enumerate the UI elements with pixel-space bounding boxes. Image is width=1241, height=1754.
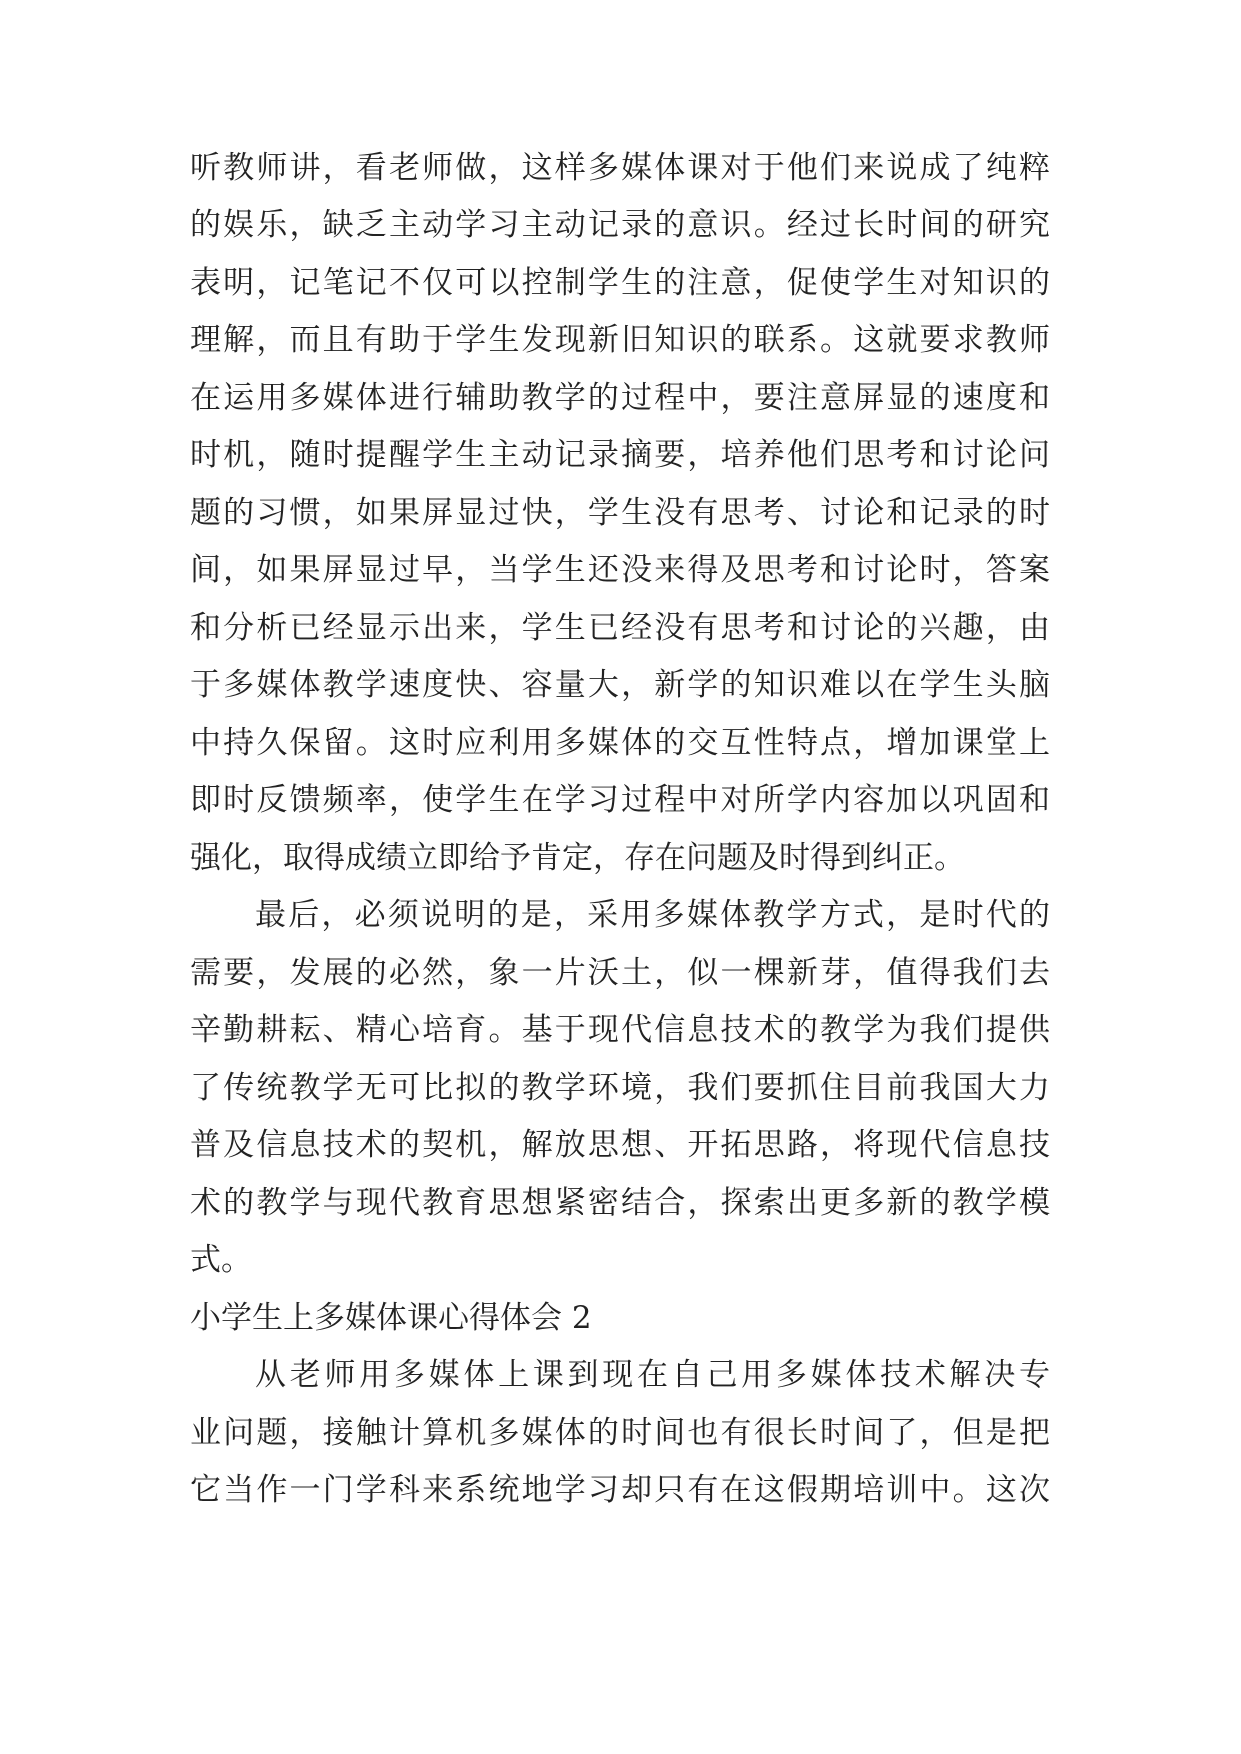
text-line: 需要，发展的必然，象一片沃土，似一棵新芽，值得我们去 bbox=[190, 955, 1050, 991]
paragraph-first-line: 从老师用多媒体上课到现在自己用多媒体技术解决专 bbox=[255, 1357, 1050, 1393]
text-line: 术的教学与现代教育思想紧密结合，探索出更多新的教学模 bbox=[190, 1185, 1050, 1221]
text-line: 了传统教学无可比拟的教学环境，我们要抓住目前我国大力 bbox=[190, 1070, 1050, 1106]
text-line: 在运用多媒体进行辅助教学的过程中，要注意屏显的速度和 bbox=[190, 380, 1050, 416]
text-line: 业问题，接触计算机多媒体的时间也有很长时间了，但是把 bbox=[190, 1415, 1050, 1451]
text-line: 强化，取得成绩立即给予肯定，存在问题及时得到纠正。 bbox=[190, 840, 965, 876]
text-line: 普及信息技术的契机，解放思想、开拓思路，将现代信息技 bbox=[190, 1127, 1050, 1163]
text-line: 它当作一门学科来系统地学习却只有在这假期培训中。这次 bbox=[190, 1472, 1050, 1508]
text-line: 理解，而且有助于学生发现新旧知识的联系。这就要求教师 bbox=[190, 322, 1050, 358]
section-heading: 小学生上多媒体课心得体会 2 bbox=[190, 1300, 592, 1336]
text-line: 辛勤耕耘、精心培育。基于现代信息技术的教学为我们提供 bbox=[190, 1012, 1050, 1048]
text-line: 的娱乐，缺乏主动学习主动记录的意识。经过长时间的研究 bbox=[190, 207, 1050, 243]
paragraph-first-line: 最后，必须说明的是，采用多媒体教学方式，是时代的 bbox=[255, 897, 1050, 933]
text-line: 于多媒体教学速度快、容量大，新学的知识难以在学生头脑 bbox=[190, 667, 1050, 703]
text-line: 听教师讲，看老师做，这样多媒体课对于他们来说成了纯粹 bbox=[190, 150, 1050, 186]
text-line: 式。 bbox=[190, 1242, 252, 1278]
text-line: 和分析已经显示出来，学生已经没有思考和讨论的兴趣，由 bbox=[190, 610, 1050, 646]
text-line: 间，如果屏显过早，当学生还没来得及思考和讨论时，答案 bbox=[190, 552, 1050, 588]
text-line: 即时反馈频率，使学生在学习过程中对所学内容加以巩固和 bbox=[190, 782, 1050, 818]
text-line: 中持久保留。这时应利用多媒体的交互性特点，增加课堂上 bbox=[190, 725, 1050, 761]
text-line: 题的习惯，如果屏显过快，学生没有思考、讨论和记录的时 bbox=[190, 495, 1050, 531]
text-line: 表明，记笔记不仅可以控制学生的注意，促使学生对知识的 bbox=[190, 265, 1050, 301]
text-line: 时机，随时提醒学生主动记录摘要，培养他们思考和讨论问 bbox=[190, 437, 1050, 473]
